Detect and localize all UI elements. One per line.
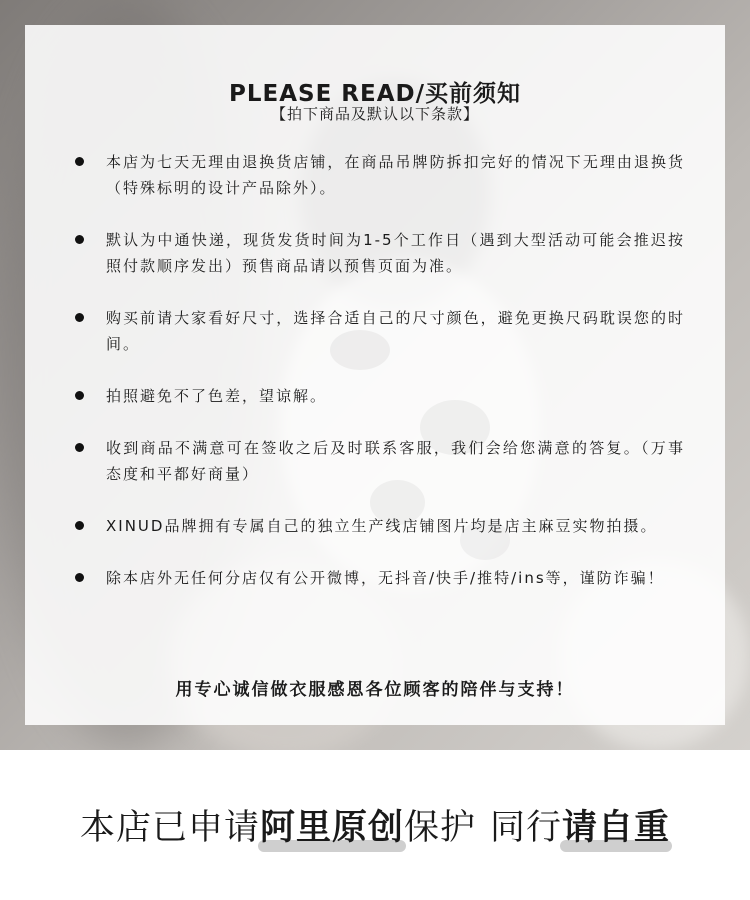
bullet-icon <box>75 235 84 244</box>
notice-subtitle: 【拍下商品及默认以下条款】 <box>270 105 479 123</box>
terms-item <box>75 435 685 487</box>
bullet-icon <box>75 157 84 166</box>
terms-item-text: 购买前请大家看好尺寸，选择合适自己的尺寸颜色，避免更换尺码耽误您的时间。 <box>106 309 685 353</box>
banner-highlight: 阿里原创 <box>260 800 404 850</box>
notice-title: PLEASE READ/买前须知 <box>228 81 522 107</box>
terms-item-text: XINUD品牌拥有专属自己的独立生产线店铺图片均是店主麻豆实物拍摄。 <box>106 517 658 535</box>
bullet-icon <box>75 573 84 582</box>
bullet-icon <box>75 521 84 530</box>
terms-item <box>75 149 685 201</box>
terms-item-text: 拍照避免不了色差，望谅解。 <box>106 387 328 405</box>
terms-item <box>75 305 685 357</box>
bullet-icon <box>75 313 84 322</box>
terms-item <box>75 383 685 409</box>
terms-item-text: 收到商品不满意可在签收之后及时联系客服，我们会给您满意的答复。（万事态度和平都好商量） <box>106 439 685 483</box>
notice-card <box>25 25 725 725</box>
banner-text: 同行 <box>490 808 563 848</box>
bullet-icon <box>75 391 84 400</box>
terms-item <box>75 565 685 591</box>
terms-list <box>75 149 685 591</box>
terms-item <box>75 513 685 539</box>
terms-item-text: 本店为七天无理由退换货店铺，在商品吊牌防拆扣完好的情况下无理由退换货（特殊标明的设计产品除外）。 <box>106 153 685 197</box>
banner-text: 本店已申请 <box>79 808 260 848</box>
originality-banner <box>0 800 750 850</box>
bullet-icon <box>75 443 84 452</box>
closing-message: 用专心诚信做衣服感恩各位顾客的陪伴与支持！ <box>175 680 575 700</box>
terms-item-text: 除本店外无任何分店仅有公开微博，无抖音/快手/推特/ins等，谨防诈骗！ <box>106 569 665 587</box>
terms-item <box>75 227 685 279</box>
terms-item-text: 默认为中通快递，现货发货时间为1-5个工作日（遇到大型活动可能会推迟按照付款顺序发出）预售商品请以预售页面为准。 <box>106 231 685 275</box>
banner-text: 保护 <box>403 808 476 848</box>
banner-highlight: 请自重 <box>562 800 670 850</box>
